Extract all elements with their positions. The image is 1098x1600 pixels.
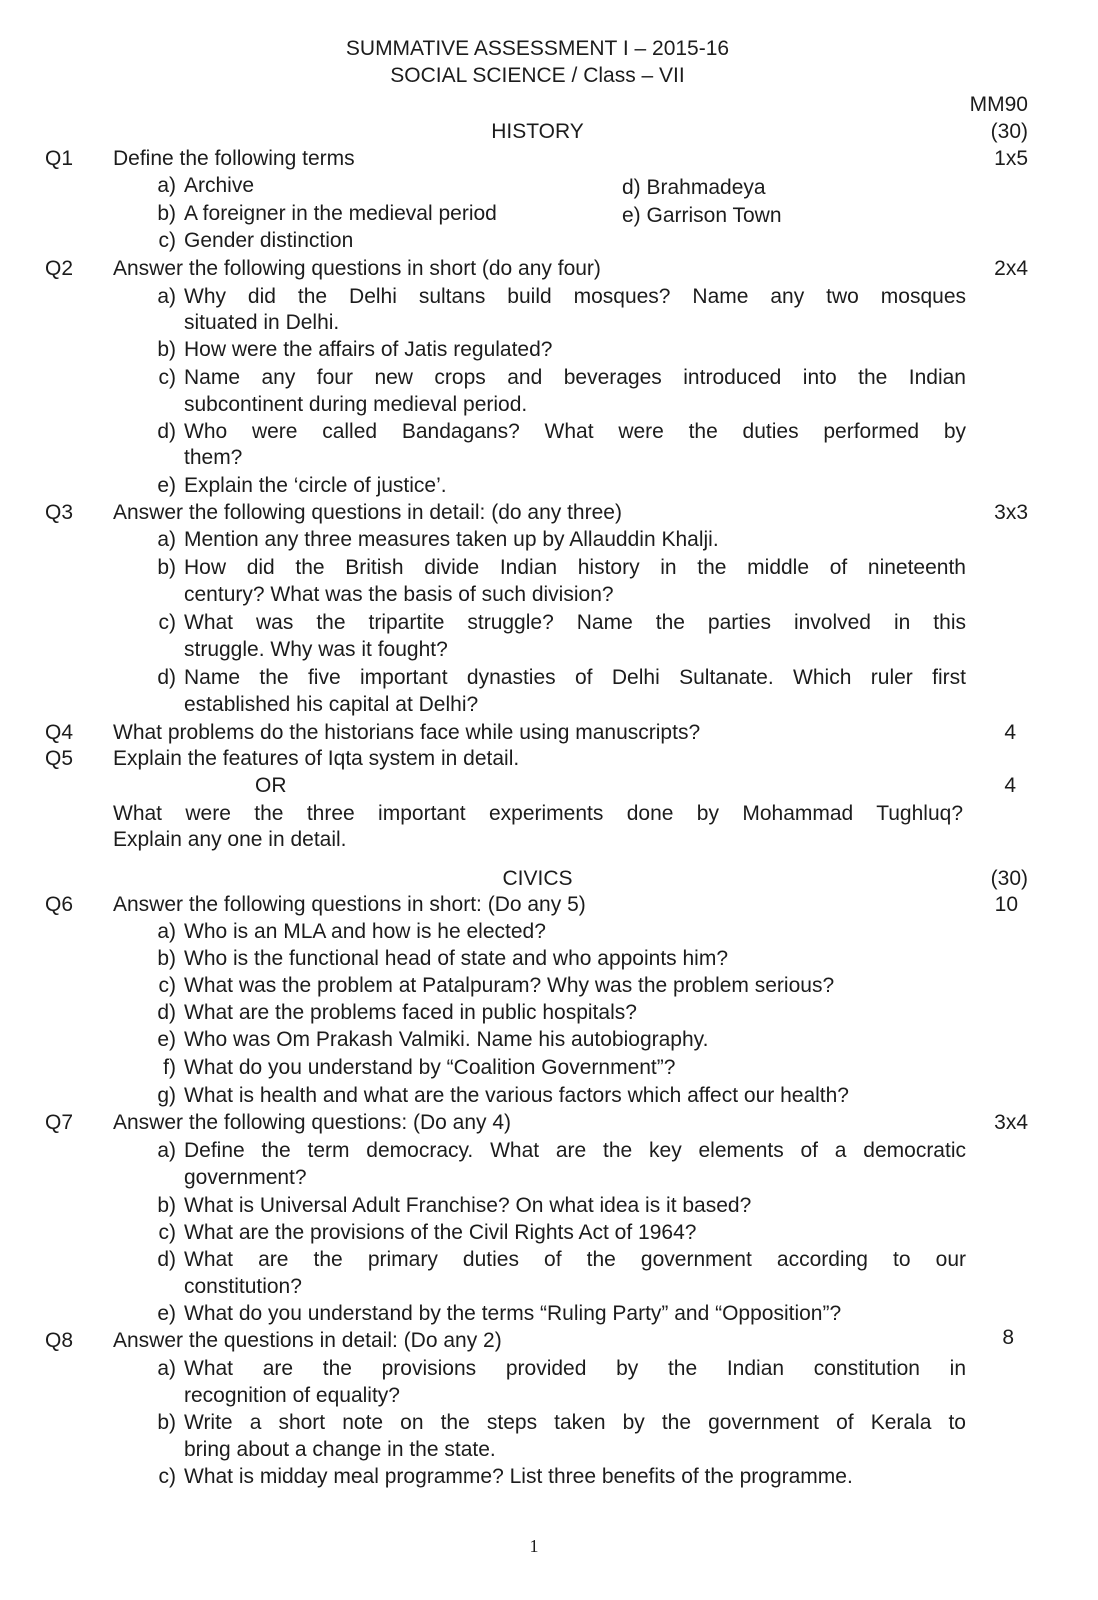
civics-heading: CIVICS xyxy=(502,867,573,890)
q5-or: OR xyxy=(255,774,287,797)
q7-c-letter: c) xyxy=(158,1221,176,1244)
q6-f-line1: What do you understand by “Coalition Government”? xyxy=(184,1056,676,1079)
q3-b-line1: How did the British divide Indian history in the middle of nineteenth xyxy=(184,556,966,579)
q2-b-line1: How were the affairs of Jatis regulated? xyxy=(184,338,553,361)
q5-marks: 4 xyxy=(1004,774,1016,797)
q8-b-letter: b) xyxy=(157,1411,176,1434)
q3-marks: 3x3 xyxy=(994,501,1028,524)
q3-a-line1: Mention any three measures taken up by Allauddin Khalji. xyxy=(184,528,719,551)
q3-text: Answer the following questions in detail: (do any three) xyxy=(113,501,622,524)
q1-c-text: Gender distinction xyxy=(184,229,354,252)
q7-a-line2: government? xyxy=(184,1166,307,1189)
q6-d-letter: d) xyxy=(157,1001,176,1024)
q7-b-letter: b) xyxy=(157,1194,176,1217)
q7-d-letter: d) xyxy=(157,1248,176,1271)
q2-a-letter: a) xyxy=(157,285,176,308)
q1-marks: 1x5 xyxy=(994,147,1028,170)
q6-c-letter: c) xyxy=(158,974,176,997)
q7-e-letter: e) xyxy=(157,1302,176,1325)
q6-g-line1: What is health and what are the various factors which affect our health? xyxy=(184,1084,849,1107)
q8-b-line1: Write a short note on the steps taken by the government of Kerala to xyxy=(184,1411,966,1434)
q2-c-line2: subcontinent during medieval period. xyxy=(184,393,528,416)
q6-marks: 10 xyxy=(994,893,1018,916)
q2-d-line1: Who were called Bandagans? What were the duties performed by xyxy=(184,420,966,443)
q6-d-line1: What are the problems faced in public hospitals? xyxy=(184,1001,637,1024)
q6-f-letter: f) xyxy=(163,1056,176,1079)
q6-e-letter: e) xyxy=(157,1028,176,1051)
q8-a-letter: a) xyxy=(157,1357,176,1380)
q5-number: Q5 xyxy=(45,747,74,770)
q2-a-line1: Why did the Delhi sultans build mosques? Name any two mosques xyxy=(184,285,966,308)
history-marks: (30) xyxy=(990,120,1028,143)
q8-marks: 8 xyxy=(1002,1326,1014,1349)
q7-marks: 3x4 xyxy=(994,1111,1028,1134)
q2-number: Q2 xyxy=(45,257,74,280)
q1-a-text: Archive xyxy=(184,174,255,197)
q5-alt-line1: What were the three important experiments done by Mohammad Tughluq? xyxy=(113,802,963,825)
q8-c-line1: What is midday meal programme? List three benefits of the programme. xyxy=(184,1465,853,1488)
q6-number: Q6 xyxy=(45,893,74,916)
q3-d-letter: d) xyxy=(157,666,176,689)
q3-b-letter: b) xyxy=(157,556,176,579)
q7-c-line1: What are the provisions of the Civil Rights Act of 1964? xyxy=(184,1221,697,1244)
q7-e-line1: What do you understand by the terms “Ruling Party” and “Opposition”? xyxy=(184,1302,842,1325)
q2-b-letter: b) xyxy=(157,338,176,361)
history-heading: HISTORY xyxy=(491,120,584,143)
q2-d-letter: d) xyxy=(157,420,176,443)
q3-b-line2: century? What was the basis of such division? xyxy=(184,583,614,606)
q1-a-letter: a) xyxy=(157,174,176,197)
q8-a-line2: recognition of equality? xyxy=(184,1384,400,1407)
q1-c-letter: c) xyxy=(158,229,176,252)
q2-d-line2: them? xyxy=(184,446,243,469)
q5-alt-line2: Explain any one in detail. xyxy=(113,828,347,851)
q6-e-line1: Who was Om Prakash Valmiki. Name his autobiography. xyxy=(184,1028,709,1051)
q3-c-line2: struggle. Why was it fought? xyxy=(184,638,448,661)
q3-c-line1: What was the tripartite struggle? Name the parties involved in this xyxy=(184,611,966,634)
exam-title: SUMMATIVE ASSESSMENT I – 2015-16 xyxy=(345,37,730,60)
q8-number: Q8 xyxy=(45,1329,74,1352)
q3-d-line2: established his capital at Delhi? xyxy=(184,693,479,716)
q7-d-line2: constitution? xyxy=(184,1275,302,1298)
q2-e-letter: e) xyxy=(157,474,176,497)
q6-g-letter: g) xyxy=(157,1084,176,1107)
q7-number: Q7 xyxy=(45,1111,74,1134)
q3-a-letter: a) xyxy=(157,528,176,551)
q8-a-line1: What are the provisions provided by the Indian constitution in xyxy=(184,1357,966,1380)
q3-c-letter: c) xyxy=(158,611,176,634)
q6-b-letter: b) xyxy=(157,947,176,970)
q6-b-line1: Who is the functional head of state and who appoints him? xyxy=(184,947,729,970)
q1-number: Q1 xyxy=(45,147,74,170)
q4-text: What problems do the historians face while using manuscripts? xyxy=(113,721,701,744)
page-number: 1 xyxy=(529,1536,539,1556)
q2-marks: 2x4 xyxy=(994,257,1028,280)
max-marks: MM90 xyxy=(969,93,1028,116)
q2-c-letter: c) xyxy=(158,366,176,389)
q4-number: Q4 xyxy=(45,721,74,744)
q3-number: Q3 xyxy=(45,501,74,524)
q1-text: Define the following terms xyxy=(113,147,355,170)
q7-d-line1: What are the primary duties of the government according to our xyxy=(184,1248,966,1271)
civics-marks: (30) xyxy=(990,867,1028,890)
q7-a-letter: a) xyxy=(157,1139,176,1162)
q8-c-letter: c) xyxy=(158,1465,176,1488)
q1-b-letter: b) xyxy=(157,202,176,225)
q7-a-line1: Define the term democracy. What are the key elements of a democratic xyxy=(184,1139,966,1162)
q1-d-text: d) Brahmadeya xyxy=(622,176,766,199)
q2-text: Answer the following questions in short (do any four) xyxy=(113,257,601,280)
q1-b-text: A foreigner in the medieval period xyxy=(184,202,497,225)
q8-text: Answer the questions in detail: (Do any 2) xyxy=(113,1329,502,1352)
q6-a-letter: a) xyxy=(157,920,176,943)
q7-text: Answer the following questions: (Do any 4) xyxy=(113,1111,512,1134)
q2-e-line1: Explain the ‘circle of justice’. xyxy=(184,474,447,497)
q8-b-line2: bring about a change in the state. xyxy=(184,1438,496,1461)
q6-text: Answer the following questions in short: (Do any 5) xyxy=(113,893,586,916)
q6-a-line1: Who is an MLA and how is he elected? xyxy=(184,920,546,943)
q1-e-text: e) Garrison Town xyxy=(622,204,782,227)
q3-d-line1: Name the five important dynasties of Delhi Sultanate. Which ruler first xyxy=(184,666,966,689)
q7-b-line1: What is Universal Adult Franchise? On what idea is it based? xyxy=(184,1194,752,1217)
q2-c-line1: Name any four new crops and beverages introduced into the Indian xyxy=(184,366,966,389)
exam-subtitle: SOCIAL SCIENCE / Class – VII xyxy=(390,64,685,87)
q2-a-line2: situated in Delhi. xyxy=(184,311,340,334)
q4-marks: 4 xyxy=(1004,721,1016,744)
q5-text: Explain the features of Iqta system in detail. xyxy=(113,747,520,770)
q6-c-line1: What was the problem at Patalpuram? Why was the problem serious? xyxy=(184,974,835,997)
